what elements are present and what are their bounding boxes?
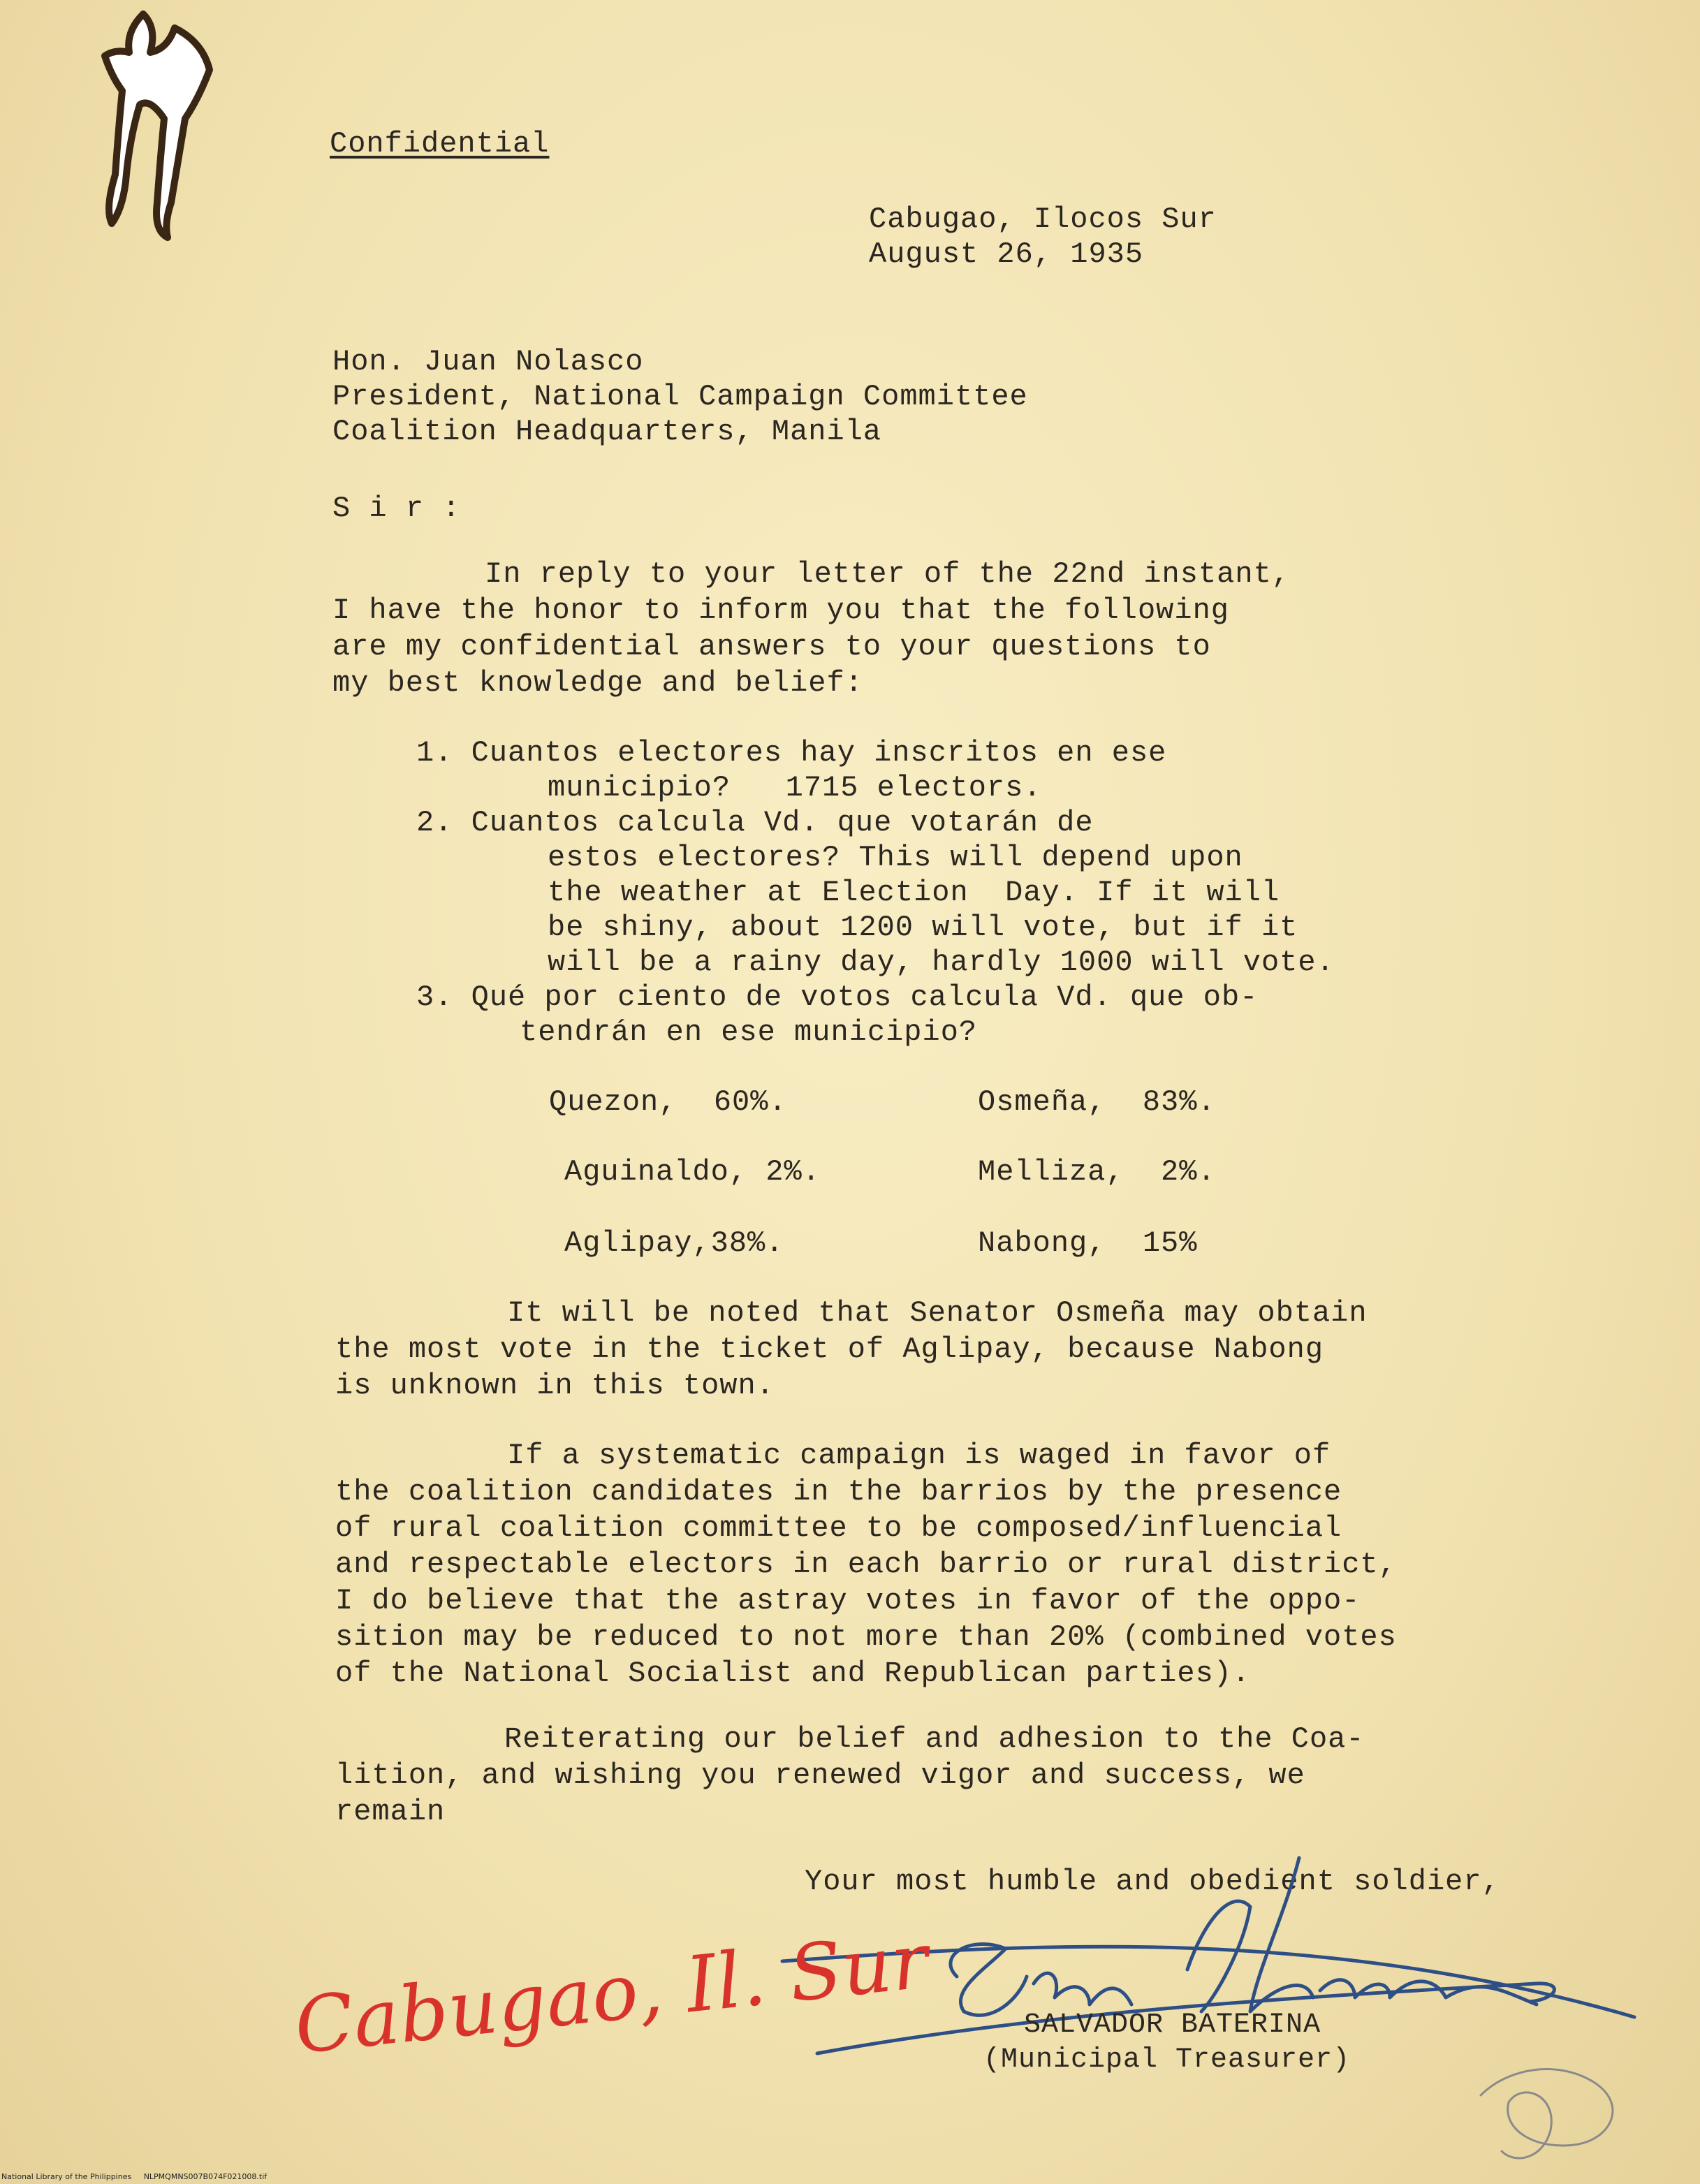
question-line: be shiny, about 1200 will vote, but if it [548, 911, 1298, 944]
question-line: 1. Cuantos electores hay inscritos en ese [416, 736, 1167, 770]
paragraph-line: the most vote in the ticket of Aglipay, because Nabong [335, 1333, 1324, 1366]
addressee-line: Coalition Headquarters, Manila [332, 415, 882, 448]
paragraph-line: the coalition candidates in the barrios by the presence [335, 1475, 1342, 1509]
paragraph-line: If a systematic campaign is waged in favor of [507, 1439, 1331, 1472]
confidential-heading: Confidential [330, 127, 550, 161]
paragraph-line: It will be noted that Senator Osmeña may obtain [507, 1296, 1368, 1330]
paragraph-line: I do believe that the astray votes in favor of the oppo- [335, 1584, 1361, 1618]
paragraph-line: Reiterating our belief and adhesion to the Coa- [504, 1722, 1365, 1756]
percentage-aguinaldo: Aguinaldo, 2%. [564, 1155, 821, 1189]
paragraph-line: remain [335, 1795, 446, 1828]
question-line: tendrán en ese municipio? [520, 1016, 978, 1049]
paragraph-line: and respectable electors in each barrio or rural district, [335, 1548, 1397, 1581]
addressee-line: President, National Campaign Committee [332, 380, 1028, 413]
percentage-quezon: Quezon, 60%. [549, 1085, 787, 1119]
question-line: municipio? 1715 electors. [548, 771, 1042, 805]
question-line: estos electores? This will depend upon [548, 841, 1243, 874]
percentage-melliza: Melliza, 2%. [978, 1155, 1216, 1189]
signer-title: (Municipal Treasurer) [983, 2044, 1351, 2076]
percentage-aglipay: Aglipay,38%. [564, 1226, 784, 1260]
signer-name: SALVADOR BATERINA [1024, 2009, 1321, 2041]
date-line: August 26, 1935 [869, 237, 1144, 271]
question-line: the weather at Election Day. If it will [548, 876, 1280, 909]
percentage-osmena: Osmeña, 83%. [978, 1085, 1216, 1119]
question-line: will be a rainy day, hardly 1000 will vote. [548, 946, 1335, 979]
intro-line: are my confidential answers to your questions to [332, 630, 1211, 664]
place-line: Cabugao, Ilocos Sur [869, 203, 1217, 236]
paragraph-line: is unknown in this town. [335, 1369, 775, 1402]
question-line: 3. Qué por ciento de votos calcula Vd. que ob- [416, 981, 1259, 1014]
paragraph-line: lition, and wishing you renewed vigor and success, we [335, 1759, 1305, 1792]
salutation: S i r : [332, 492, 461, 525]
intro-line: I have the honor to inform you that the following [332, 594, 1230, 627]
archive-footer: National Library of the Philippines NLPMQMNS007B074F021008.tif [1, 2172, 268, 2181]
paragraph-line: of the National Socialist and Republican parties). [335, 1657, 1251, 1690]
intro-line: my best knowledge and belief: [332, 666, 863, 700]
closing-line: Your most humble and obedient soldier, [805, 1865, 1500, 1898]
handwritten-place-note: Cabugao, Il. Sur [290, 1915, 932, 2072]
intro-line: In reply to your letter of the 22nd instant, [485, 557, 1290, 591]
question-line: 2. Cuantos calcula Vd. que votarán de [416, 806, 1094, 840]
paragraph-line: of rural coalition committee to be composed/influencial [335, 1511, 1342, 1545]
paragraph-line: sition may be reduced to not more than 20% (combined votes [335, 1620, 1397, 1654]
addressee-line: Hon. Juan Nolasco [332, 345, 644, 379]
percentage-nabong: Nabong, 15% [978, 1226, 1198, 1260]
